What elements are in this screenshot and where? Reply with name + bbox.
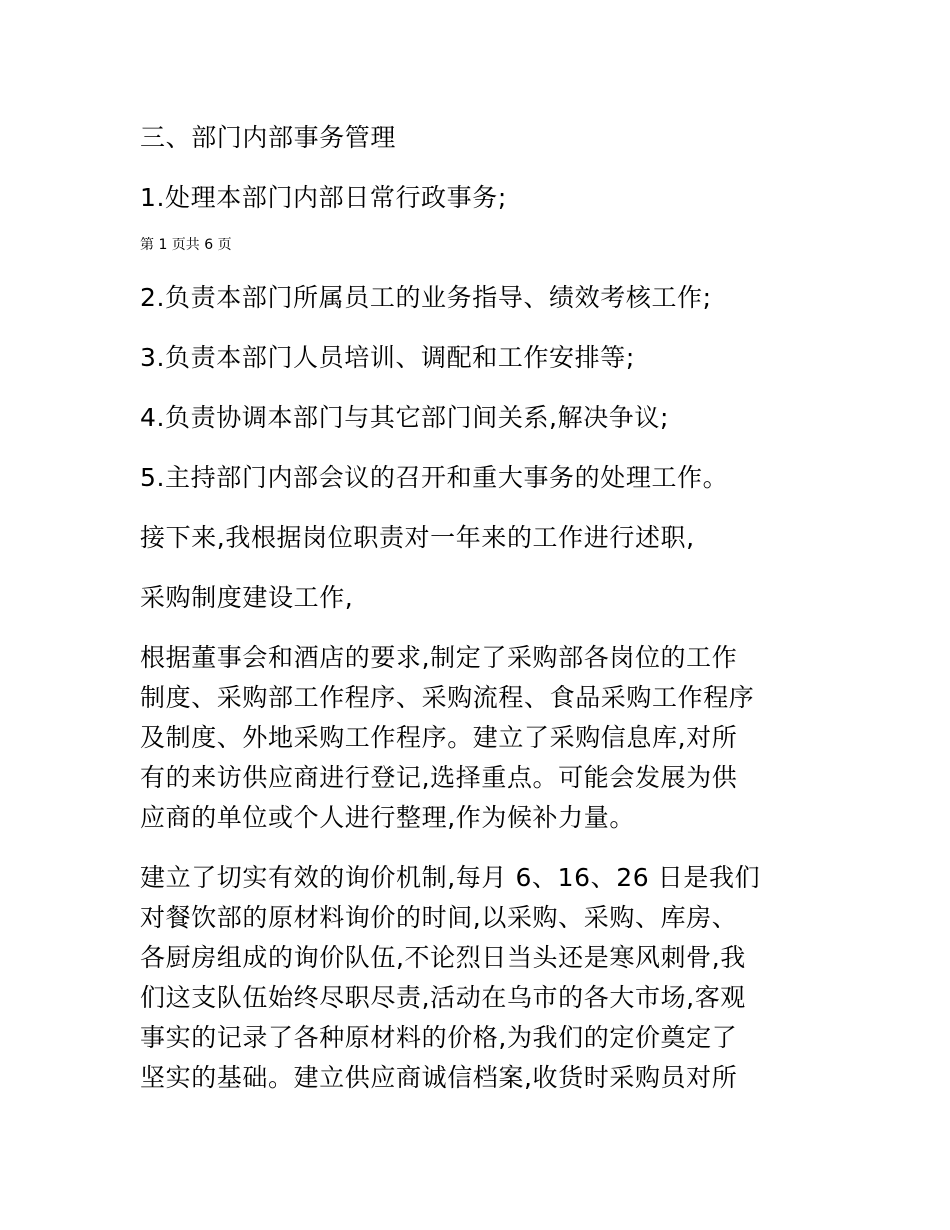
paragraph-line: 们这支队伍始终尽职尽责,活动在乌市的各大市场,客观 [140, 983, 746, 1012]
list-item-3: 3.负责本部门人员培训、调配和工作安排等; [140, 343, 635, 372]
paragraph-line: 对餐饮部的原材料询价的时间,以采购、采购、库房、 [140, 903, 738, 932]
list-item-2: 2.负责本部门所属员工的业务指导、绩效考核工作; [140, 283, 712, 312]
paragraph-line: 应商的单位或个人进行整理,作为候补力量。 [140, 803, 635, 832]
paragraph-line: 制度、采购部工作程序、采购流程、食品采购工作程序 [140, 683, 755, 712]
section-heading: 三、部门内部事务管理 [140, 123, 397, 152]
paragraph-procurement-system [140, 638, 820, 838]
paragraph-line: 根据董事会和酒店的要求,制定了采购部各岗位的工作 [140, 643, 738, 672]
paragraph-inquiry-mechanism [140, 858, 820, 1098]
paragraph-line: 建立了切实有效的询价机制,每月 6、16、26 日是我们 [140, 863, 761, 892]
paragraph-line: 及制度、外地采购工作程序。建立了采购信息库,对所 [140, 723, 738, 752]
paragraph-line: 各厨房组成的询价队伍,不论烈日当头还是寒风刺骨,我 [140, 943, 746, 972]
paragraph-line: 坚实的基础。建立供应商诚信档案,收货时采购员对所 [140, 1063, 738, 1092]
list-item-1: 1.处理本部门内部日常行政事务; [140, 183, 507, 212]
paragraph-line: 有的来访供应商进行登记,选择重点。可能会发展为供 [140, 763, 738, 792]
page-number-note: 第 1 页共 6 页 [140, 237, 232, 253]
list-item-4: 4.负责协调本部门与其它部门间关系,解决争议; [140, 403, 670, 432]
paragraph-line: 事实的记录了各种原材料的价格,为我们的定价奠定了 [140, 1023, 738, 1052]
subsection-title: 采购制度建设工作, [140, 583, 354, 612]
list-item-5: 5.主持部门内部会议的召开和重大事务的处理工作。 [140, 463, 729, 492]
intro-sentence: 接下来,我根据岗位职责对一年来的工作进行述职, [140, 523, 695, 552]
